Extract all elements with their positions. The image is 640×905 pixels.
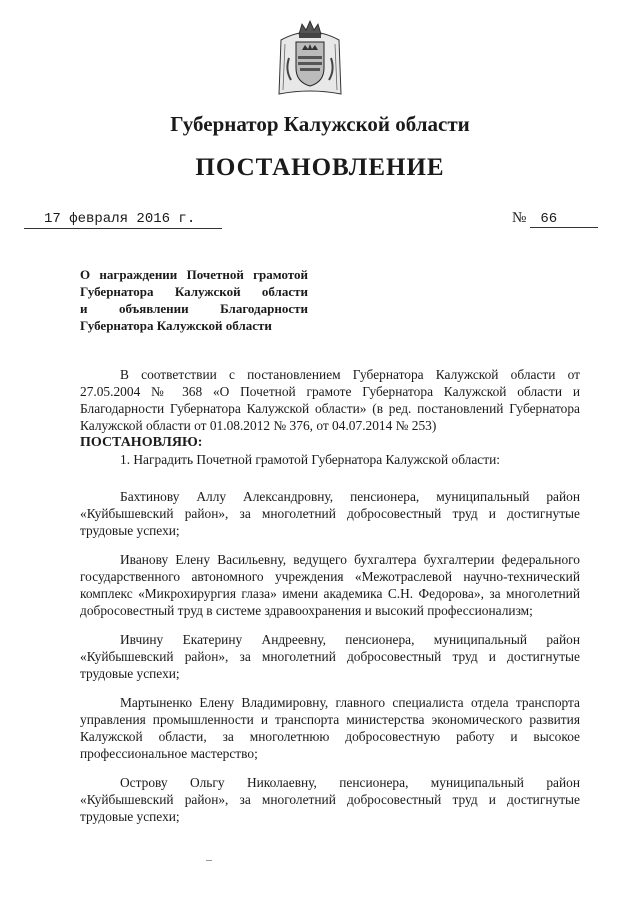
scan-mark bbox=[206, 860, 212, 861]
document-date: 17 февраля 2016 г. bbox=[24, 211, 222, 229]
subject-line: и объявлении Благодарности bbox=[80, 301, 308, 316]
awardee-paragraph: Бахтинову Аллу Александровну, пенсионера, муниципальный район «Куйбышевский район», за многолетний добросовестный труд и достигнутые трудовые успехи; bbox=[80, 489, 580, 538]
document-number bbox=[512, 210, 598, 228]
document-type: ПОСТАНОВЛЕНИЕ bbox=[195, 154, 445, 181]
decree-word: ПОСТАНОВЛЯЮ: bbox=[80, 435, 203, 450]
document-body bbox=[80, 366, 580, 825]
number-value: 66 bbox=[530, 211, 598, 228]
awardee-paragraph: Мартыненко Елену Владимировну, главного специалиста отдела транспорта управления промышленности и транспорта министерства экономического развития Калужской области, за многолетнюю добросовестную работу и высокое профессиональное мастерство; bbox=[80, 695, 580, 761]
awardee-paragraph: Острову Ольгу Николаевну, пенсионера, муниципальный район «Куйбышевский район», за многолетний добросовестный труд и достигнутые трудовые успехи; bbox=[80, 775, 580, 824]
awardee-paragraph: Ивчину Екатерину Андреевну, пенсионера, муниципальный район «Куйбышевский район», за многолетний добросовестный труд и достигнутые трудовые успехи; bbox=[80, 632, 580, 681]
subject-line: О награждении Почетной грамотой bbox=[80, 267, 308, 282]
document-subject bbox=[80, 266, 308, 334]
preamble: В соответствии с постановлением Губернатора Калужской области от 27.05.2004 № 368 «О Почетной грамоте Губернатора Калужской области и Благодарности Губернатора Калужской области» (в ред. постановлений Губернатора Калужской области от 01.08.2012 № 376, от 04.07.2014 № 253) bbox=[80, 367, 580, 433]
subject-line: Губернатора Калужской области bbox=[80, 318, 272, 333]
number-label: № bbox=[512, 210, 527, 226]
subject-line: Губернатора Калужской области bbox=[80, 284, 308, 299]
point-1: 1. Наградить Почетной грамотой Губернатора Калужской области: bbox=[120, 452, 500, 467]
coat-of-arms-icon bbox=[275, 18, 345, 98]
issuer-title: Губернатор Калужской области bbox=[170, 112, 470, 136]
awardee-paragraph: Иванову Елену Васильевну, ведущего бухгалтера бухгалтерии федерального государственного автономного учреждения «Межотраслевой научно-технический комплекс «Микрохирургия глаза» имени академика С.Н. Федорова», за многолетний добросовестный труд в системе здравоохранения и высокий профессионализм; bbox=[80, 552, 580, 618]
